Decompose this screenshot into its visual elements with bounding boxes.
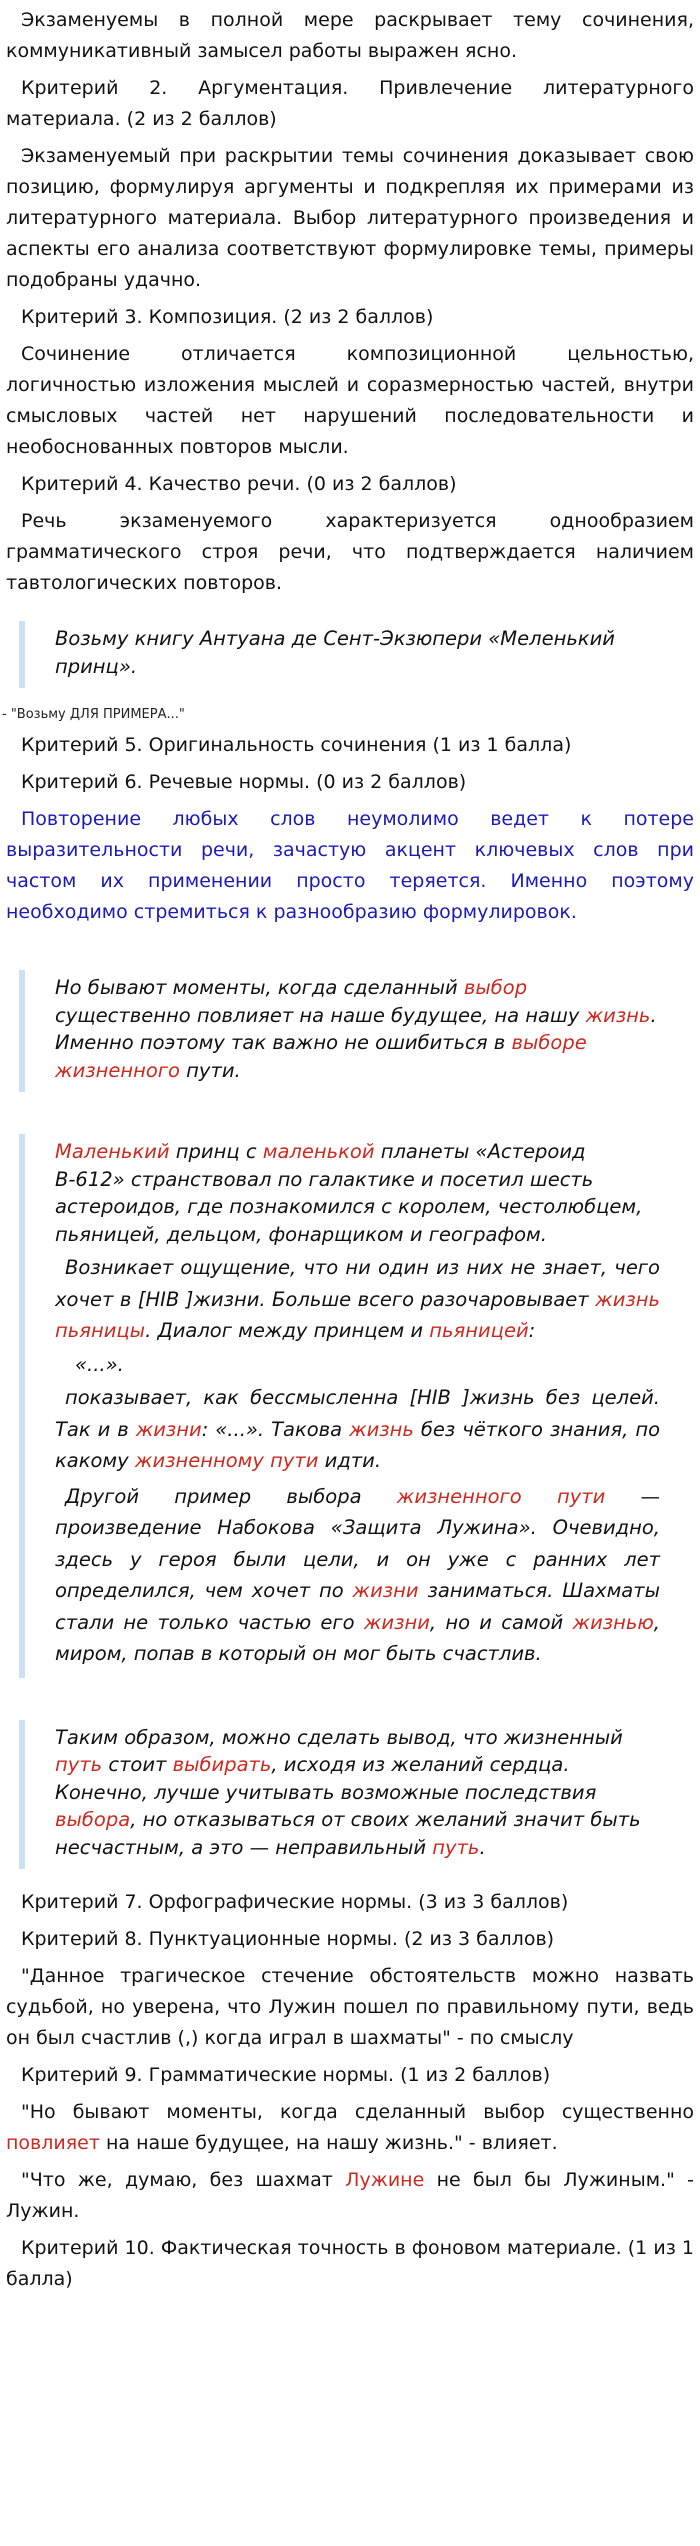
quote-text: принц с [169,1140,263,1163]
criterion-3-comment: Сочинение отличается композиционной цельностью, логичностью изложения мыслей и соразмерностью частей, внутри смысловых частей нет нарушений последовательности и необоснованных повторов мысли. [6,343,694,458]
quote-text: Другой пример выбора [65,1484,397,1508]
quote-text: Таким образом, можно сделать вывод, что жизненный [55,1725,623,1749]
quote-text: без чёткого знания, по какому [55,1417,661,1472]
essay-quote-3-para-4 [55,1382,660,1477]
criterion-9-comment-2 [6,2165,694,2227]
essay-quote-3-para-3: «...». [75,1352,124,1376]
highlighted-word: выбирать [172,1753,272,1776]
highlighted-word: выбор [463,976,528,999]
highlighted-word: путь [432,1835,480,1859]
criterion-5-heading: Критерий 5. Оригинальность сочинения (1 из 1 балла) [21,734,572,756]
criterion-4-heading: Критерий 4. Качество речи. (0 из 2 баллов) [21,473,457,495]
highlighted-word: Лужине [345,2169,425,2191]
quote-text: , миром, попав в который он мог быть счастлив. [55,1610,660,1665]
quote-text: показывает, как бессмысленна [НIВ ]жизнь без целей. Так и в [55,1386,660,1441]
comment-text: на наше будущее, на нашу жизнь." - влияет. [99,2132,558,2154]
criterion-8-heading: Критерий 8. Пунктуационные нормы. (2 из 3 баллов) [21,1928,555,1950]
highlighted-word: повлияет [6,2132,100,2154]
highlighted-word: жизнь пьяницы [55,1287,660,1342]
highlighted-word: жизненному пути [134,1449,319,1472]
comment-text: не был бы Лужиным." - Лужин. [6,2169,695,2222]
essay-quote-2 [19,970,682,1092]
quote-text: . Именно поэтому так важно не ошибиться в [55,1003,657,1054]
quote-text: пути. [179,1058,241,1082]
quote-text: , но и самой [429,1610,573,1634]
highlighted-word: выбора [55,1808,131,1831]
criterion-1-comment: Экзаменуемы в полной мере раскрывает тему сочинения, коммуникативный замысел работы выражен ясно. [6,9,694,62]
quote-text: Возникает ощущение, что ни один из них не знает, чего хочет в [НIВ ]жизни. Больше всего разочаровывает [55,1256,660,1311]
criterion-3-heading: Критерий 3. Композиция. (2 из 2 баллов) [21,306,434,328]
quote-text: : «...». Такова [201,1417,350,1441]
comment-text: "Что же, думаю, без шахмат [21,2169,346,2191]
review-document [0,5,700,2295]
quote-text: идти. [318,1449,382,1472]
quote-text: , но отказываться от своих желаний значит быть несчастным, а это — неправильный [55,1808,641,1859]
criterion-6-heading: Критерий 6. Речевые нормы. (0 из 2 баллов) [21,771,467,793]
highlighted-word: маленькой [262,1140,375,1163]
criterion-6-comment: Повторение любых слов неумолимо ведет к потере выразительности речи, зачастую акцент ключевых слов при частом их применении просто теряется. Именно поэтому необходимо стремиться к разнообразию формулировок. [6,808,694,923]
criterion-9-comment-1 [6,2097,694,2159]
quote-text: существенно повлияет на наше будущее, на нашу [55,1003,586,1027]
essay-quote-3-para-5 [55,1481,660,1670]
quote-text: — произведение Набокова «Защита Лужина». Очевидно, здесь у героя были цели, и он уже с ранних лет определился, чем хочет по [55,1484,660,1602]
criterion-2-heading: Критерий 2. Аргументация. Привлечение литературного материала. (2 из 2 баллов) [6,77,694,130]
essay-quote-3 [19,1134,682,1678]
highlighted-word: жизни [352,1579,419,1602]
highlighted-word: жизнь [349,1417,414,1441]
criterion-2-comment: Экзаменуемый при раскрытии темы сочинения доказывает свою позицию, формулируя аргументы и подкрепляя их примерами из литературного материала. Выбор литературного произведения и аспекты его анализа соответствуют формулировке темы, примеры подобраны удачно. [6,145,694,291]
criterion-4-comment: Речь экзаменуемого характеризуется однообразием грамматического строя речи, что подтверждается наличием тавтологических повторов. [6,510,694,594]
quote-text: Но бывают моменты, когда сделанный [55,976,464,999]
essay-quote-3-para-2 [55,1252,660,1347]
highlighted-word: жизни [135,1417,202,1441]
highlighted-word: жизненного пути [396,1484,606,1508]
essay-quote-4-text [55,1724,660,1862]
comment-text: "Но бывают моменты, когда сделанный выбор существенно [21,2101,694,2123]
quote-text: , исходя из желаний сердца. Конечно, лучше учитывать возможные последствия [55,1753,597,1804]
quote-text: : [528,1319,536,1342]
essay-quote-2-text [55,974,660,1084]
quote-text: планеты «Астероид В-612» странствовал по галактике и посетил шесть астероидов, где познакомился с королем, честолюбцем, пьяницей, дельцом, фонарщиком и географом. [55,1140,643,1246]
criterion-7-heading: Критерий 7. Орфографические нормы. (3 из 3 баллов) [21,1891,569,1913]
reviewer-note: - "Возьму ДЛЯ ПРИМЕРА..." [2,707,185,722]
criterion-10-heading: Критерий 10. Фактическая точность в фоновом материале. (1 из 1 балла) [6,2237,694,2290]
criterion-8-comment: "Данное трагическое стечение обстоятельств можно назвать судьбой, но уверена, что Лужин пошел по правильному пути, ведь он был счастлив (,) когда играл в шахматы" - по смыслу [6,1965,694,2049]
quote-text: . Диалог между принцем и [145,1319,430,1342]
quote-text: . [479,1835,486,1859]
quote-text: стоит [102,1753,173,1776]
highlighted-word: Маленький [55,1140,170,1163]
criterion-9-heading: Критерий 9. Грамматические нормы. (1 из 2 баллов) [21,2064,551,2086]
quote-text: заниматься. Шахматы стали не только частью его [55,1579,660,1634]
highlighted-word: жизнь [585,1003,651,1027]
essay-quote-1 [19,621,682,688]
essay-quote-3-para-1 [55,1138,660,1248]
essay-quote-1-text: Возьму книгу Антуана де Сент-Экзюпери «Меленький принц». [55,627,615,678]
highlighted-word: жизни [363,1610,430,1634]
highlighted-word: путь [55,1753,103,1776]
essay-quote-4 [19,1720,682,1870]
highlighted-word: жизнью [572,1610,654,1634]
highlighted-word: выборе жизненного [55,1031,587,1082]
highlighted-word: пьяницей [429,1319,529,1342]
